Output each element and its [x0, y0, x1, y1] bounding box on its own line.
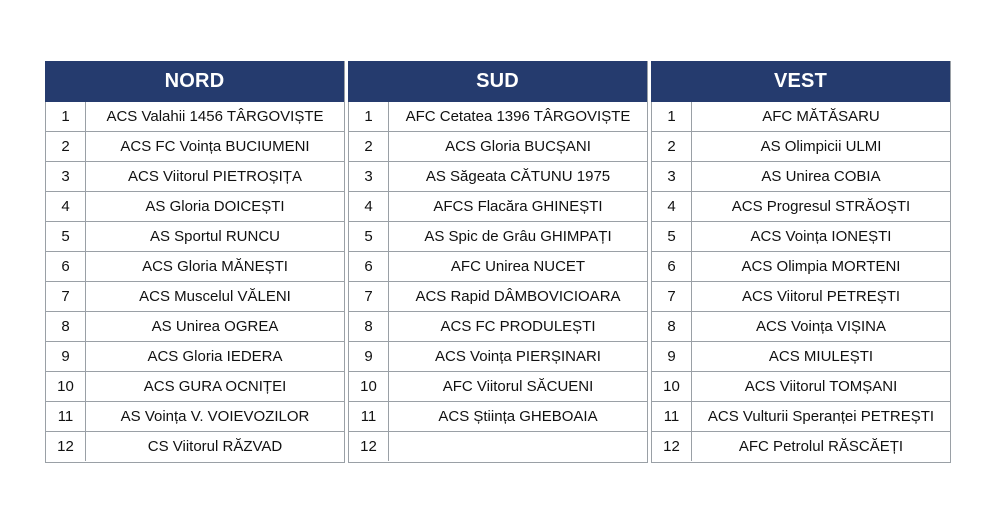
- team-name: ACS Viitorul PIETROȘIȚA: [128, 168, 302, 185]
- team-row: [349, 341, 647, 371]
- team-name: ACS Voința PIERȘINARI: [435, 348, 601, 365]
- team-number: 12: [349, 432, 389, 461]
- team-row: [349, 371, 647, 401]
- team-number: 2: [652, 132, 692, 161]
- team-row: [46, 281, 344, 311]
- team-number: 10: [652, 372, 692, 401]
- team-number: 1: [349, 102, 389, 131]
- group-nord: [45, 61, 345, 463]
- team-number: 12: [652, 432, 692, 461]
- team-number: 8: [349, 312, 389, 341]
- team-name: AS Săgeata CĂTUNU 1975: [425, 168, 611, 185]
- team-number: 7: [652, 282, 692, 311]
- team-number: 11: [46, 402, 86, 431]
- team-name: ACS Știința GHEBOAIA: [438, 408, 598, 425]
- team-row: [349, 161, 647, 191]
- team-number: 3: [46, 162, 86, 191]
- team-number: 4: [349, 192, 389, 221]
- team-row: [652, 281, 950, 311]
- team-name: ACS Gloria IEDERA: [147, 348, 283, 365]
- team-name: ACS Vulturii Speranței PETREȘTI: [707, 408, 935, 425]
- team-number: 7: [46, 282, 86, 311]
- team-row: [349, 102, 647, 131]
- team-row: [349, 431, 647, 461]
- team-list: [651, 102, 950, 463]
- team-name: AS Gloria DOICEȘTI: [145, 198, 285, 215]
- team-row: [652, 251, 950, 281]
- team-name: AFCS Flacăra GHINEȘTI: [433, 198, 603, 215]
- team-name: AS Sportul RUNCU: [149, 228, 281, 245]
- team-row: [652, 191, 950, 221]
- group-header: VEST: [651, 61, 950, 102]
- group-header: NORD: [45, 61, 344, 102]
- team-number: 9: [46, 342, 86, 371]
- team-name: AS Unirea OGREA: [151, 318, 279, 335]
- team-row: [349, 401, 647, 431]
- team-name: AFC MĂTĂSARU: [762, 108, 880, 125]
- team-name: ACS Progresul STRĂOȘTI: [731, 198, 911, 215]
- team-number: 8: [46, 312, 86, 341]
- team-number: 10: [46, 372, 86, 401]
- team-number: 12: [46, 432, 86, 461]
- team-name: ACS Viitorul TOMȘANI: [744, 378, 898, 395]
- team-name: AFC Unirea NUCET: [450, 258, 586, 275]
- team-list: [348, 102, 647, 463]
- team-name: ACS FC PRODULEȘTI: [440, 318, 596, 335]
- team-number: 5: [46, 222, 86, 251]
- team-row: [349, 221, 647, 251]
- team-name: CS Viitorul RĂZVAD: [147, 438, 283, 455]
- team-number: 1: [652, 102, 692, 131]
- team-row: [46, 131, 344, 161]
- team-number: 6: [349, 252, 389, 281]
- team-number: 1: [46, 102, 86, 131]
- team-name: ACS Rapid DÂMBOVICIOARA: [415, 288, 621, 305]
- team-number: 9: [652, 342, 692, 371]
- team-row: [46, 191, 344, 221]
- team-row: [46, 341, 344, 371]
- team-name: AS Voința V. VOIEVOZILOR: [120, 408, 310, 425]
- team-row: [46, 161, 344, 191]
- team-number: 4: [46, 192, 86, 221]
- team-row: [652, 401, 950, 431]
- team-row: [46, 401, 344, 431]
- team-row: [46, 311, 344, 341]
- team-row: [349, 191, 647, 221]
- team-list: [45, 102, 344, 463]
- team-row: [349, 311, 647, 341]
- team-name: ACS Viitorul PETREȘTI: [741, 288, 901, 305]
- team-name: ACS Muscelul VĂLENI: [139, 288, 291, 305]
- team-name: ACS Gloria MĂNEȘTI: [142, 258, 288, 275]
- team-row: [46, 102, 344, 131]
- groups-table: [45, 61, 951, 463]
- team-row: [652, 431, 950, 461]
- team-number: 6: [46, 252, 86, 281]
- team-name: ACS Olimpia MORTENI: [741, 258, 901, 275]
- team-number: 10: [349, 372, 389, 401]
- team-row: [46, 431, 344, 461]
- team-number: 9: [349, 342, 389, 371]
- team-name: AS Unirea COBIA: [761, 168, 881, 185]
- group-sud: [348, 61, 648, 463]
- team-row: [349, 281, 647, 311]
- team-number: 7: [349, 282, 389, 311]
- group-header: SUD: [348, 61, 647, 102]
- team-row: [652, 341, 950, 371]
- team-row: [46, 371, 344, 401]
- team-row: [652, 311, 950, 341]
- team-name: ACS GURA OCNIȚEI: [143, 378, 287, 395]
- team-row: [46, 251, 344, 281]
- team-number: 11: [652, 402, 692, 431]
- team-number: 11: [349, 402, 389, 431]
- team-row: [349, 131, 647, 161]
- team-name: AFC Cetatea 1396 TÂRGOVIȘTE: [405, 108, 631, 125]
- team-number: 2: [46, 132, 86, 161]
- team-name: ACS FC Voința BUCIUMENI: [120, 138, 310, 155]
- team-number: 8: [652, 312, 692, 341]
- team-number: 6: [652, 252, 692, 281]
- team-name: ACS MIULEȘTI: [768, 348, 874, 365]
- group-vest: [651, 61, 951, 463]
- team-number: 3: [349, 162, 389, 191]
- team-number: 2: [349, 132, 389, 161]
- team-number: 5: [349, 222, 389, 251]
- team-row: [652, 131, 950, 161]
- team-row: [652, 221, 950, 251]
- team-name: [389, 432, 647, 461]
- team-number: 5: [652, 222, 692, 251]
- team-row: [652, 371, 950, 401]
- team-name: ACS Voința VIȘINA: [755, 318, 887, 335]
- team-name: ACS Voința IONEȘTI: [750, 228, 892, 245]
- team-row: [349, 251, 647, 281]
- team-name: AS Spic de Grâu GHIMPAȚI: [424, 228, 612, 245]
- team-number: 3: [652, 162, 692, 191]
- team-row: [46, 221, 344, 251]
- team-name: ACS Gloria BUCȘANI: [445, 138, 591, 155]
- team-name: ACS Valahii 1456 TÂRGOVIȘTE: [106, 108, 324, 125]
- team-name: AFC Viitorul SĂCUENI: [442, 378, 594, 395]
- team-row: [652, 161, 950, 191]
- team-number: 4: [652, 192, 692, 221]
- team-row: [652, 102, 950, 131]
- team-name: AFC Petrolul RĂSCĂEȚI: [738, 438, 904, 455]
- team-name: AS Olimpicii ULMI: [760, 138, 882, 155]
